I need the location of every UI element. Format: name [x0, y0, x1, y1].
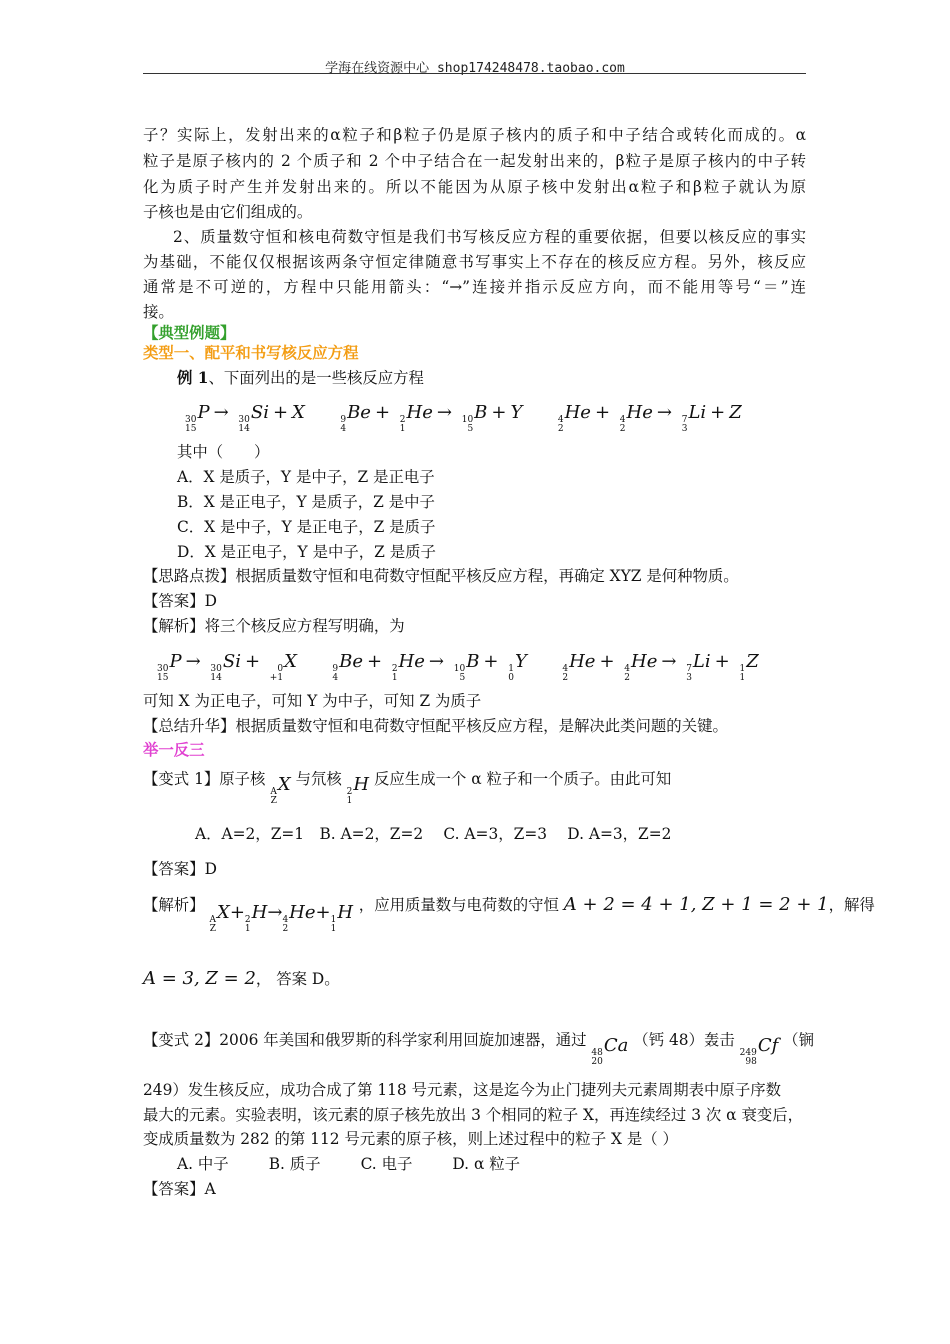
option-b: B. 质子 [268, 1155, 321, 1173]
variant2-options [177, 1153, 520, 1175]
option-a: A．X 是质子，Y 是中子，Z 是正电子 [177, 468, 435, 486]
option-b: B．X 是正电子，Y 是质子，Z 是中子 [177, 493, 435, 511]
para1-line: 子？实际上，发射出来的α粒子和β粒子仍是原子核内的质子和中子结合或转化而成的。α [143, 126, 806, 144]
variant1-options: A．A=2，Z=1 B. A=2，Z=2 C. A=3，Z=3 D. A=3，Z=2 [195, 825, 672, 843]
option-c: C．X 是中子，Y 是正电子，Z 是质子 [177, 518, 436, 536]
option-d: D. α 粒子 [452, 1155, 521, 1173]
practice-title: 举一反三 [143, 741, 205, 759]
example1-summary: 【总结升华】根据质量数守恒和电荷数守恒配平核反应方程，是解决此类问题的关键。 [143, 717, 728, 735]
variant1-answer: 【答案】D [143, 860, 217, 878]
option-d: D．X 是正电子，Y 是中子，Z 是质子 [177, 543, 436, 561]
example1-text: 、下面列出的是一些核反应方程 [208, 369, 424, 387]
variant1-question: 【变式 1】原子核 A Z X 与氘核 2 1 H 反应生成一个 α 粒子和一个质子。由此可知 [143, 770, 672, 806]
header-text: 学海在线资源中心 shop174248478.taobao.com [325, 61, 625, 76]
nuclide: 7 3 Li [681, 402, 707, 434]
section-typical-examples: 【典型例题】 [143, 324, 236, 342]
example1-answer: 【答案】D [143, 592, 217, 610]
variant2-line3: 最大的元素。实验表明，该元素的原子核先放出 3 个相同的粒子 X，再连续经过 3 次 α 衰变后， [143, 1106, 804, 1124]
para2-line: 通常是不可逆的，方程中只能用箭头：“→”连接并指示反应方向，而不能用等号“＝”连 [143, 278, 806, 296]
para2-line: 2、质量数守恒和核电荷数守恒是我们书写核反应方程的重要依据，但要以核反应的事实 [173, 228, 806, 246]
type1-title: 类型一、配平和书写核反应方程 [143, 344, 359, 362]
variant2-answer: 【答案】A [143, 1180, 216, 1198]
example1-heading [177, 367, 424, 389]
example1-hint: 【思路点拨】根据质量数守恒和电荷数守恒配平核反应方程，再确定 XYZ 是何种物质。 [143, 567, 739, 585]
para1-line: 粒子是原子核内的 2 个质子和 2 个中子结合在一起发射出来的，β粒子是原子核内的中子转 [143, 152, 806, 170]
para1-line: 子核也是由它们组成的。 [143, 203, 313, 221]
nuclide: 2 1 He [399, 402, 433, 434]
nuclide: 9 4 Be [340, 402, 371, 434]
example1-question: 其中（ ） [177, 443, 270, 461]
para2-line: 为基础，不能仅仅根据该两条守恒定律随意书写事实上不存在的核反应方程。另外，核反应 [143, 253, 806, 271]
variant1-result: A = 3, Z = 2， 答案 D。 [143, 968, 340, 989]
option-c: C. 电子 [360, 1155, 413, 1173]
example1-conclusion: 可知 X 为正电子，可知 Y 为中子，可知 Z 为质子 [143, 692, 482, 710]
variant1-analysis: 【解析】 A Z X+ 2 1 H→ 4 2 He+ 1 1 H ，应用质量数与电荷数的守恒 A + 2 = 4 + 1, Z + 1 = 2 + 1，解得 [143, 894, 875, 934]
example1-label: 例 1 [177, 369, 209, 387]
variant2-line2: 249）发生核反应，成功合成了第 118 号元素，这是迄今为止门捷列夫元素周期表中原子序数 [143, 1081, 781, 1099]
nuclide: 4 2 He [619, 402, 653, 434]
nuclide: 4 2 He [557, 402, 591, 434]
example1-equations: 30 15 P → 30 14 Si + X 9 4 Be + 2 1 He → 10 5 B + Y 4 2 He + 4 2 He → 7 3 Li + Z [185, 402, 742, 434]
example1-analysis: 【解析】将三个核反应方程写明确，为 [143, 617, 405, 635]
conservation-equation: A + 2 = 4 + 1, Z + 1 = 2 + 1 [563, 894, 829, 915]
option-a: A. 中子 [177, 1155, 229, 1173]
para1-line: 化为质子时产生并发射出来的。所以不能因为从原子核中发射出α粒子和β粒子就认为原 [143, 178, 806, 196]
nuclide: 10 5 B [461, 402, 488, 434]
example1-balanced-equations: 30 15 P → 30 14 Si + 0 +1 X 9 4 Be + 2 1 He → 10 5 B + 1 0 Y 4 2 He + 4 2 He → 7 3 Li + 1 1 Z [157, 651, 759, 683]
nuclide: 30 15 P [185, 402, 210, 434]
nuclide: 30 14 Si [238, 402, 269, 434]
variant2-line1: 【变式 2】2006 年美国和俄罗斯的科学家利用回旋加速器，通过 48 20 Ca （钙 48）轰击 249 98 Cf （锎 [143, 1031, 814, 1067]
variant2-line4: 变成质量数为 282 的第 112 号元素的原子核，则上述过程中的粒子 X 是（ ） [143, 1130, 678, 1148]
header-rule [143, 73, 806, 74]
para2-line: 接。 [143, 303, 174, 321]
